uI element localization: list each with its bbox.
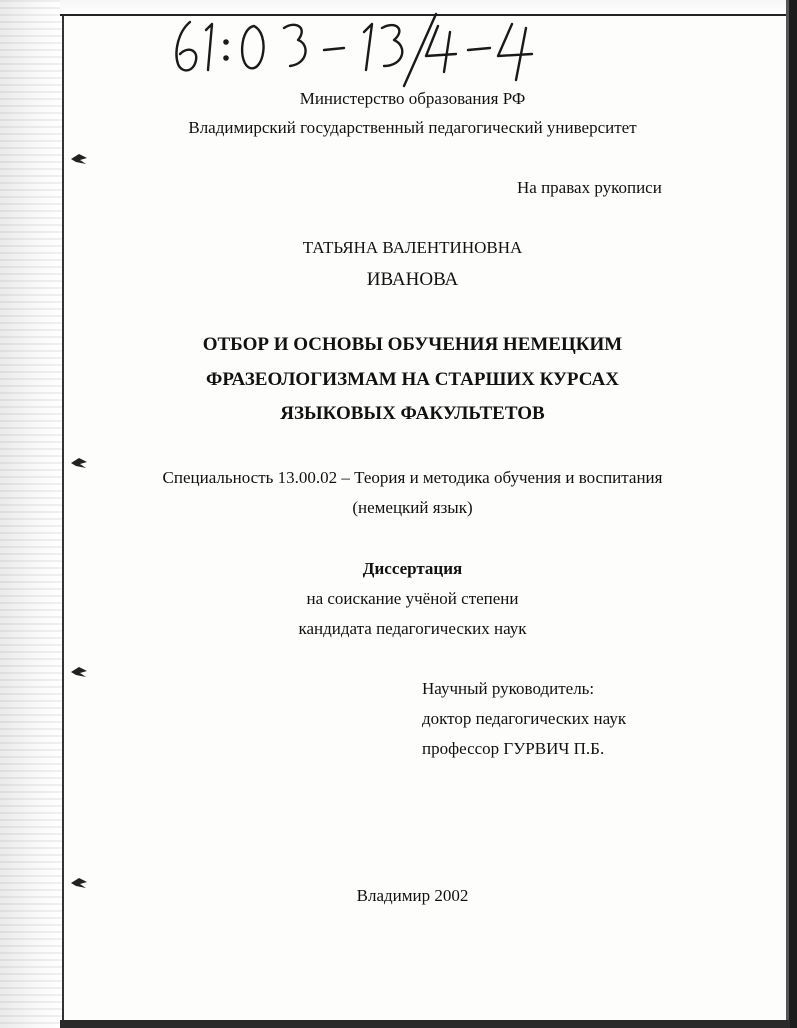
handwritten-archive-code [168, 10, 568, 88]
university-name: Владимирский государственный педагогический университет [188, 118, 637, 137]
author-surname: ИВАНОВА [366, 269, 459, 290]
specialty-language: (немецкий язык) [352, 498, 473, 517]
punch-hole-mark-icon [70, 665, 88, 679]
punch-hole-mark-icon [70, 152, 88, 166]
thesis-title-line-1: ОТБОР И ОСНОВЫ ОБУЧЕНИЯ НЕМЕЦКИМ [202, 334, 623, 355]
supervisor-name: профессор ГУРВИЧ П.Б. [422, 739, 605, 758]
degree-line-2: кандидата педагогических наук [298, 619, 527, 638]
work-type-label: Диссертация [362, 559, 463, 578]
degree-line-1: на соискание учёной степени [306, 589, 519, 608]
manuscript-note: На правах рукописи [517, 178, 662, 197]
city-year: Владимир 2002 [356, 886, 469, 905]
author-name-patronymic: ТАТЬЯНА ВАЛЕНТИНОВНА [302, 238, 523, 257]
supervisor-degree: доктор педагогических наук [422, 709, 627, 728]
scan-bottom-edge [60, 1020, 790, 1028]
thesis-title-line-3: ЯЗЫКОВЫХ ФАКУЛЬТЕТОВ [280, 403, 545, 424]
specialty-line: Специальность 13.00.02 – Теория и методика обучения и воспитания [162, 468, 663, 487]
ministry-name: Министерство образования РФ [299, 89, 526, 108]
supervisor-label: Научный руководитель: [422, 679, 595, 698]
thesis-title-line-2: ФРАЗЕОЛОГИЗМАМ НА СТАРШИХ КУРСАХ [206, 369, 619, 390]
